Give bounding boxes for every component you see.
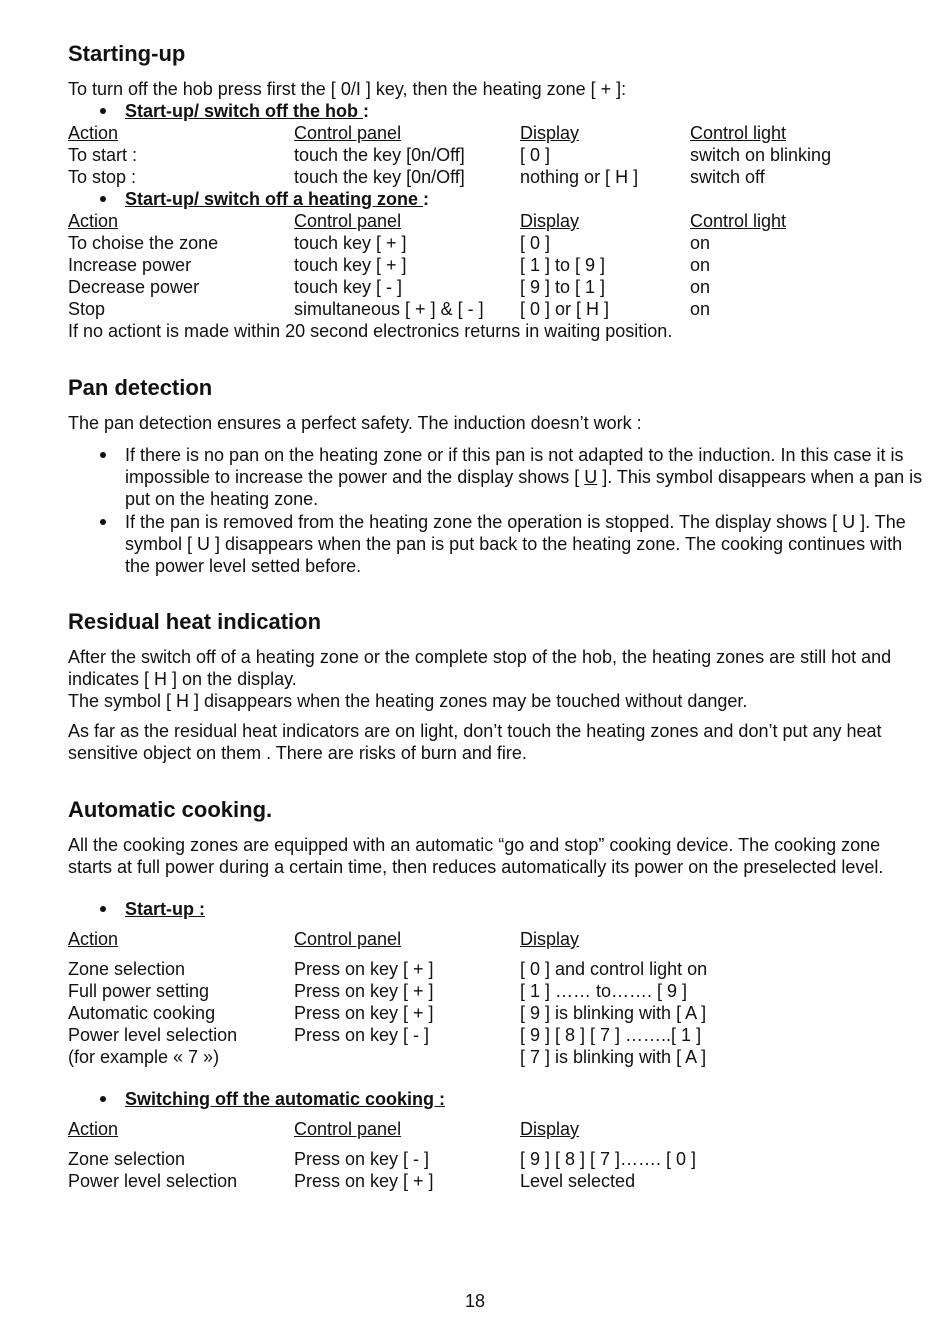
cell-display: [ 9 ] [ 8 ] [ 7 ] ……..[ 1 ] [520, 1025, 702, 1045]
table-row [68, 254, 928, 276]
col-header-control-panel: Control panel [294, 211, 402, 231]
col-header-display: Display [520, 211, 580, 231]
col-header-display: Display [520, 1119, 580, 1139]
cell-control-panel: touch key [ + ] [294, 233, 407, 253]
table-row [68, 1148, 928, 1170]
cell-action: Automatic cooking [68, 1003, 216, 1023]
table-row [68, 144, 928, 166]
page-number: 18 [464, 1291, 486, 1311]
table-header-row [68, 1118, 928, 1140]
cell-action: To choise the zone [68, 233, 219, 253]
auto-intro: All the cooking zones are equipped with an automatic “go and stop” cooking device. The cooking zone starts at full power during a certain time, then reduces automatically its power on the preselected level. [68, 835, 884, 877]
cell-action: Power level selection [68, 1025, 238, 1045]
table-row [68, 980, 928, 1002]
col-header-control-panel: Control panel [294, 929, 402, 949]
auto-switch-off-heading: Switching off the automatic cooking : [68, 1088, 928, 1110]
col-header-control-light: Control light [690, 211, 787, 231]
list-item: If there is no pan on the heating zone or if this pan is not adapted to the induction. In this case it is impossible to increase the power and the display shows [ U ]. This symbol disappears when a pan is put on the heating zone. [68, 444, 928, 510]
cell-display: [ 0 ] or [ H ] [520, 299, 610, 319]
cell-control-light: on [690, 233, 711, 253]
cell-action: Zone selection [68, 1149, 186, 1169]
cell-control-panel: touch key [ - ] [294, 277, 403, 297]
cell-action: Power level selection [68, 1171, 238, 1191]
cell-control-panel [294, 1046, 520, 1068]
cell-display: [ 0 ] and control light on [520, 959, 708, 979]
list-item: If the pan is removed from the heating zone the operation is stopped. The display shows [ U ]. The symbol [ U ] disappears when the pan is put back to the heating zone. The cooking continues with the power level setted before. [68, 511, 928, 577]
cell-display: [ 1 ] …… to……. [ 9 ] [520, 981, 688, 1001]
table-row [68, 276, 928, 298]
manual-page [68, 40, 928, 1192]
col-header-control-panel: Control panel [294, 1119, 402, 1139]
table-header-row [68, 122, 928, 144]
section-title-automatic-cooking: Automatic cooking. [68, 797, 273, 822]
cell-display: nothing or [ H ] [520, 167, 639, 187]
cell-control-light: switch off [690, 167, 765, 187]
cell-display: Level selected [520, 1171, 636, 1191]
cell-control-panel: Press on key [ + ] [294, 1003, 434, 1023]
cell-action: Full power setting [68, 981, 210, 1001]
table-row [68, 232, 928, 254]
table-row [68, 1170, 928, 1192]
cell-action: To start : [68, 145, 138, 165]
startup-hob-heading: Start-up/ switch off the hob : [68, 100, 928, 122]
startup-note: If no actiont is made within 20 second electronics returns in waiting position. [68, 321, 673, 341]
table-row [68, 1046, 928, 1068]
col-header-display: Display [520, 929, 580, 949]
col-header-display: Display [520, 123, 580, 143]
section-title-residual-heat: Residual heat indication [68, 609, 322, 634]
col-header-action: Action [68, 211, 119, 231]
cell-display: [ 9 ] to [ 1 ] [520, 277, 606, 297]
auto-startup-heading: Start-up : [68, 898, 928, 920]
pan-intro: The pan detection ensures a perfect safety. The induction doesn’t work : [68, 413, 642, 433]
cell-control-panel: Press on key [ + ] [294, 959, 434, 979]
residual-paragraph: After the switch off of a heating zone or the complete stop of the hob, the heating zones are still hot and indicates [ H ] on the display. [68, 647, 892, 689]
col-header-action: Action [68, 929, 119, 949]
table-row [68, 166, 928, 188]
col-header-control-light: Control light [690, 123, 787, 143]
cell-display: [ 0 ] [520, 145, 551, 165]
cell-control-light: on [690, 299, 711, 319]
table-header-row [68, 210, 928, 232]
cell-control-panel: touch the key [0n/Off] [294, 167, 465, 187]
table-row [68, 1024, 928, 1046]
section-title-starting-up: Starting-up [68, 41, 186, 66]
cell-control-panel: simultaneous [ + ] & [ - ] [294, 299, 484, 319]
table-row [68, 958, 928, 980]
cell-action: Decrease power [68, 277, 200, 297]
col-header-action: Action [68, 1119, 119, 1139]
startup-zone-heading: Start-up/ switch off a heating zone : [68, 188, 928, 210]
table-header-row [68, 928, 928, 950]
cell-control-light: on [690, 255, 711, 275]
table-row [68, 1002, 928, 1024]
cell-control-light: on [690, 277, 711, 297]
residual-paragraph: The symbol [ H ] disappears when the heating zones may be touched without danger. [68, 691, 748, 711]
col-header-control-panel: Control panel [294, 123, 402, 143]
cell-control-panel: Press on key [ - ] [294, 1149, 430, 1169]
cell-control-light: switch on blinking [690, 145, 832, 165]
cell-control-panel: Press on key [ - ] [294, 1025, 430, 1045]
cell-action: To stop : [68, 167, 137, 187]
startup-intro: To turn off the hob press first the [ 0/I ] key, then the heating zone [ + ]: [68, 79, 627, 99]
cell-display: [ 7 ] is blinking with [ A ] [520, 1047, 707, 1067]
table-row [68, 298, 928, 320]
cell-control-panel: touch the key [0n/Off] [294, 145, 465, 165]
cell-action: Stop [68, 299, 106, 319]
cell-action: (for example « 7 ») [68, 1047, 220, 1067]
cell-display: [ 1 ] to [ 9 ] [520, 255, 606, 275]
cell-control-panel: Press on key [ + ] [294, 981, 434, 1001]
cell-display: [ 9 ] is blinking with [ A ] [520, 1003, 707, 1023]
col-header-action: Action [68, 123, 119, 143]
cell-display: [ 9 ] [ 8 ] [ 7 ]……. [ 0 ] [520, 1149, 697, 1169]
section-title-pan-detection: Pan detection [68, 375, 213, 400]
residual-warning: As far as the residual heat indicators are on light, don’t touch the heating zones and don’t put any heat sensitive object on them . There are risks of burn and fire. [68, 721, 882, 763]
cell-action: Increase power [68, 255, 192, 275]
cell-action: Zone selection [68, 959, 186, 979]
cell-control-panel: touch key [ + ] [294, 255, 407, 275]
cell-display: [ 0 ] [520, 233, 551, 253]
cell-control-panel: Press on key [ + ] [294, 1171, 434, 1191]
pan-bullet-list [68, 444, 928, 577]
